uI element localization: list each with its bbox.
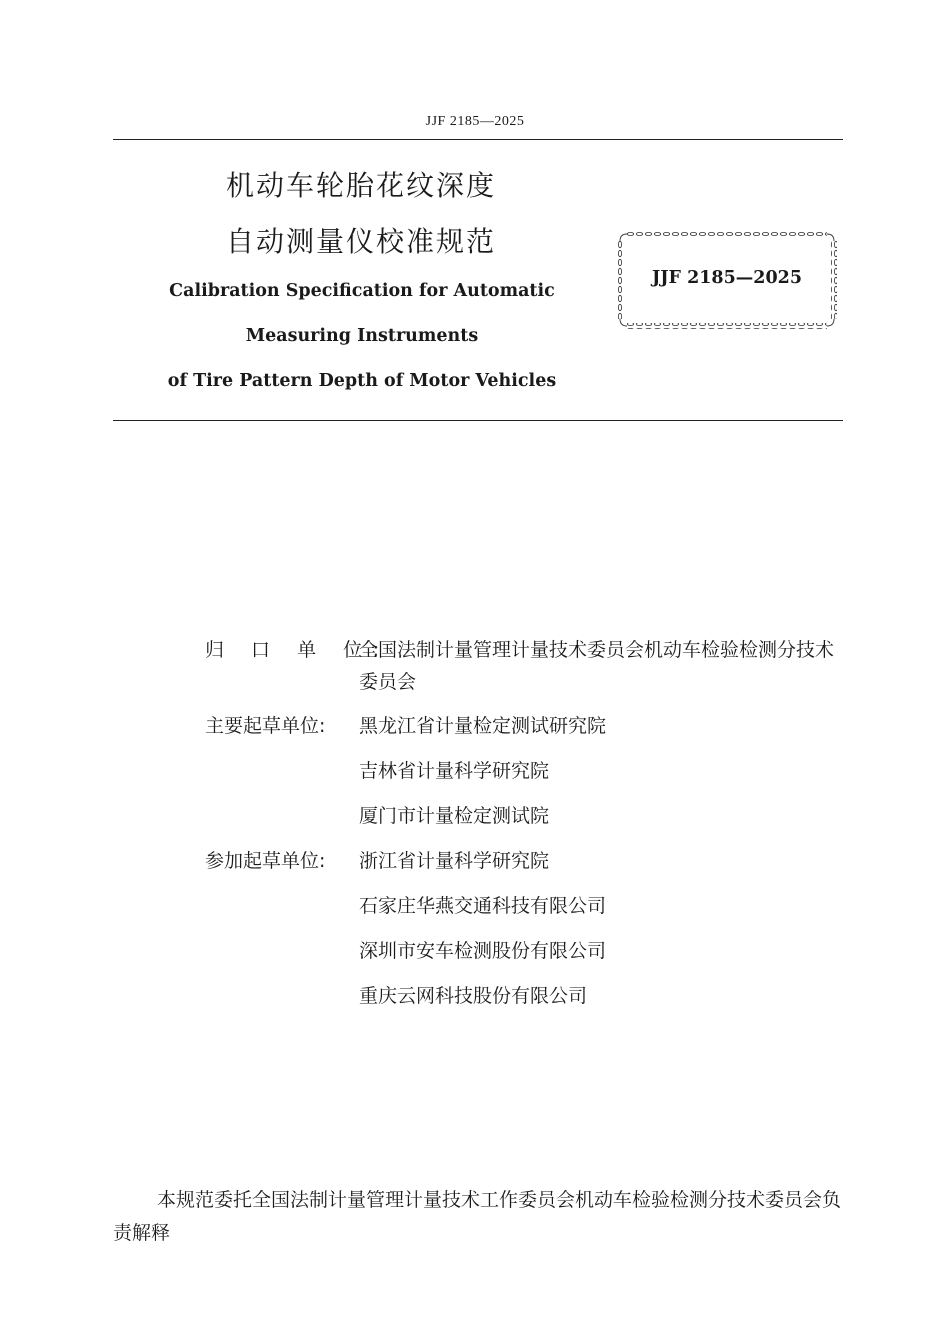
participating-label: 参加起草单位: <box>205 850 326 872</box>
responsible-org-row <box>205 634 855 698</box>
participating-units-row <box>205 980 855 1012</box>
participating-unit: 重庆云网科技股份有限公司 <box>359 985 588 1007</box>
participating-unit: 深圳市安车检测股份有限公司 <box>359 940 607 962</box>
participating-units-row <box>205 890 855 922</box>
participating-unit: 石家庄华燕交通科技有限公司 <box>359 895 607 917</box>
main-units-row <box>205 755 855 787</box>
header-code: JJF 2185—2025 <box>425 114 525 129</box>
participating-units-row <box>205 935 855 967</box>
participating-unit: 浙江省计量科学研究院 <box>359 850 550 872</box>
title-en-line3: of Tire Pattern Depth of Motor Vehicles <box>167 371 557 391</box>
main-unit: 黑龙江省计量检定测试研究院 <box>359 715 607 737</box>
main-unit: 厦门市计量检定测试院 <box>359 805 550 827</box>
main-label: 主要起草单位: <box>205 715 326 737</box>
code-box-text: JJF 2185—2025 <box>652 268 802 288</box>
main-unit: 吉林省计量科学研究院 <box>359 760 550 782</box>
code-box <box>617 231 837 329</box>
main-units-row <box>205 710 855 742</box>
title-en-line1: Calibration Specification for Automatic <box>169 281 555 301</box>
responsible-value: 全国法制计量管理计量技术委员会机动车检验检测分技术委员会 <box>359 639 835 693</box>
bottom-rule <box>113 420 843 421</box>
title-en-line2: Measuring Instruments <box>245 326 479 346</box>
main-units-row <box>205 800 855 832</box>
participating-units-row <box>205 845 855 877</box>
top-rule <box>113 139 843 140</box>
responsible-label: 归 口 单 位: <box>205 639 390 661</box>
title-cn-line1: 机动车轮胎花纹深度 <box>225 169 496 202</box>
title-cn-line2: 自动测量仪校准规范 <box>225 225 496 258</box>
interpretation-note: 本规范委托全国法制计量管理计量技术工作委员会机动车检验检测分技术委员会负责解释 <box>113 1189 842 1244</box>
